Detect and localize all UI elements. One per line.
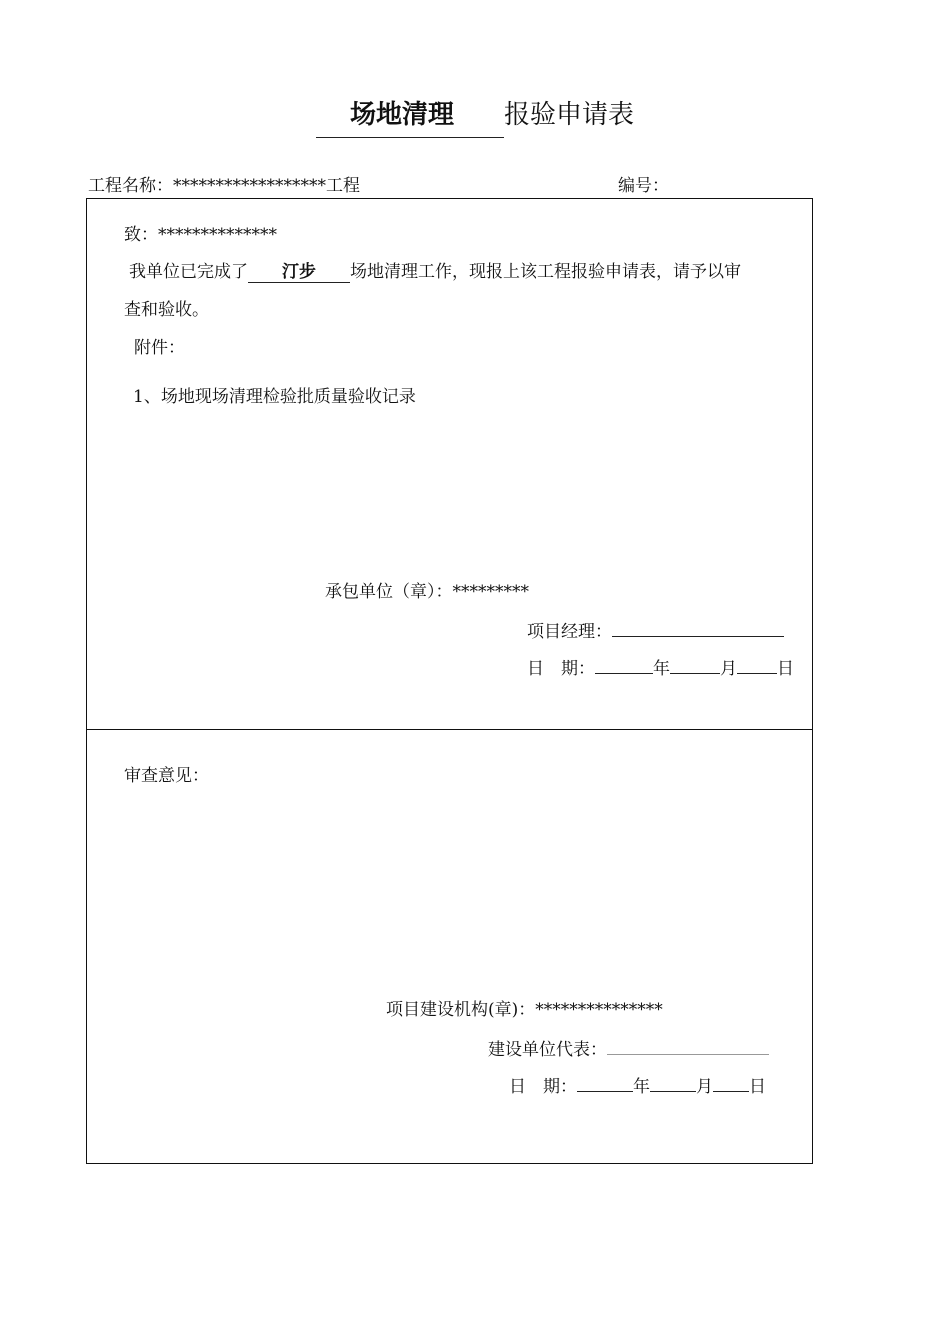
review-day-label: 日: [749, 1077, 766, 1097]
contractor-month-field: [670, 655, 720, 674]
completion-statement-line2: 查和验收。: [124, 300, 209, 320]
contractor-label: 承包单位（章）：: [325, 582, 453, 602]
completion-fill-text: 汀步: [282, 262, 316, 282]
owner-representative-label: 建设单位代表：: [488, 1040, 607, 1060]
serial-number-label: 编号：: [618, 176, 669, 196]
completion-statement-line1: [129, 260, 741, 284]
review-month-field: [650, 1073, 696, 1092]
project-manager-row: [527, 618, 784, 644]
review-day-field: [713, 1073, 749, 1092]
title-suffix: 报验申请表: [504, 100, 635, 130]
completion-fill-field: [248, 260, 350, 283]
addressee-label: 致：: [124, 225, 158, 245]
contractor-year-label: 年: [653, 659, 670, 679]
review-date-label: 日 期：: [509, 1077, 577, 1097]
application-form-table: [86, 198, 813, 1164]
section-divider: [87, 729, 812, 730]
contractor-day-label: 日: [777, 659, 794, 679]
review-year-label: 年: [633, 1077, 650, 1097]
attachment-item-1: 1、场地现场清理检验批质量验收记录: [133, 387, 416, 407]
completion-suffix: 场地清理工作，现报上该工程报验申请表，请予以审: [350, 262, 741, 282]
contractor-year-field: [595, 655, 653, 674]
addressee-value: **************: [158, 225, 277, 245]
owner-representative-row: [488, 1036, 769, 1062]
project-name-value: ******************工程: [173, 176, 360, 196]
attachments-label: 附件：: [134, 338, 185, 358]
review-year-field: [577, 1073, 633, 1092]
contractor-day-field: [737, 655, 777, 674]
addressee-row: [124, 223, 277, 247]
construction-org-label: 项目建设机构(章)：: [386, 1000, 536, 1020]
project-name-row: [88, 174, 360, 198]
completion-prefix: 我单位已完成了: [129, 262, 248, 282]
title-underline-field: [316, 93, 504, 138]
construction-org-row: [386, 998, 663, 1022]
construction-org-value: ***************: [535, 1000, 663, 1020]
review-month-label: 月: [696, 1077, 713, 1097]
project-manager-label: 项目经理：: [527, 622, 612, 642]
project-name-label: 工程名称：: [88, 176, 173, 196]
title-filled-text: 场地清理: [349, 100, 454, 130]
contractor-month-label: 月: [720, 659, 737, 679]
contractor-date-row: [527, 655, 794, 681]
contractor-date-label: 日 期：: [527, 659, 595, 679]
project-manager-signature-field: [612, 618, 784, 637]
contractor-row: [325, 580, 529, 604]
contractor-value: *********: [452, 582, 529, 602]
review-opinion-label: 审查意见：: [124, 766, 209, 786]
owner-representative-signature-field: [607, 1036, 769, 1055]
review-date-row: [509, 1073, 766, 1099]
